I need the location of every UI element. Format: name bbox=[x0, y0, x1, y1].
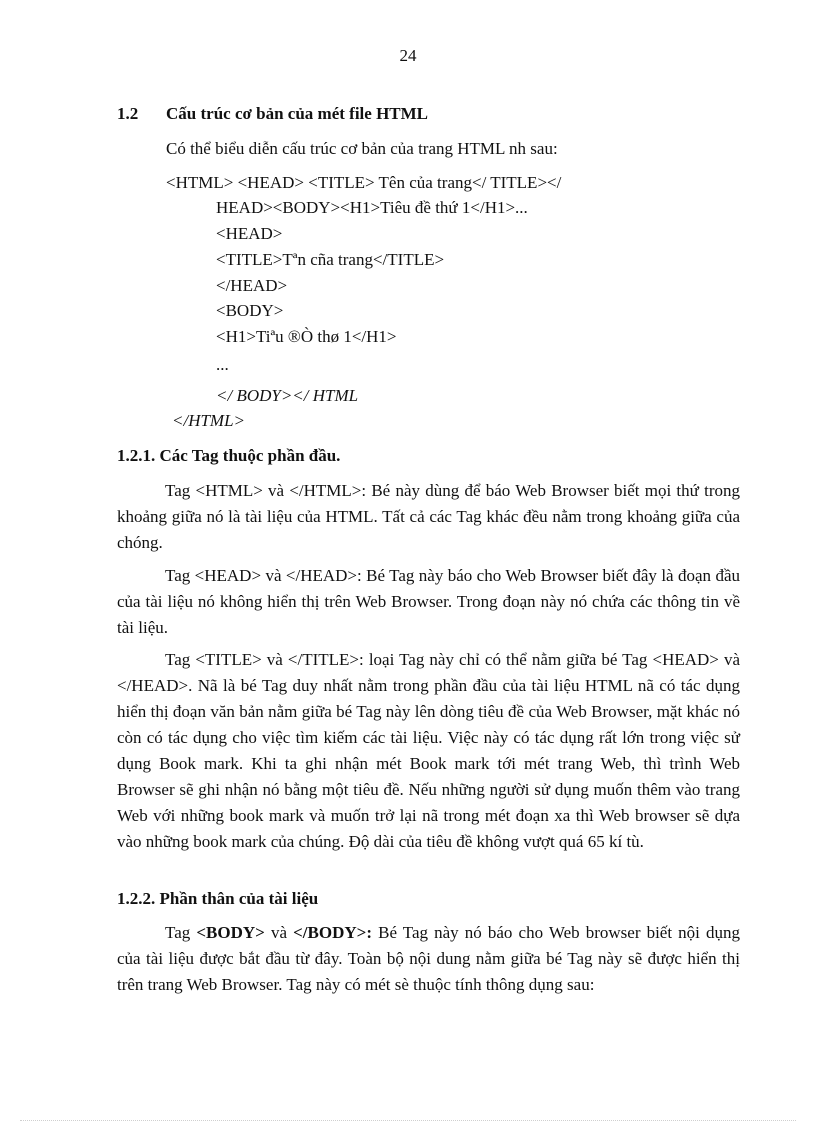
paragraph-text: Tag <HTML> và </HTML>: Bé này dùng để báo Web Browser biết mọi thứ trong khoảng giữa nó là tài liệu của HTML. Tất cả các Tag khác đều nằm trong khoảng giữa của chóng. bbox=[117, 481, 740, 552]
subsection-title: 1.2.2. Phần thân của tài liệu bbox=[117, 889, 319, 908]
paragraph-text: Tag <HEAD> và </HEAD>: Bé Tag này báo cho Web Browser biết đây là đoạn đầu của tài liệu nó không hiển thị trên Web Browser. Trong đoạn này nó chứa các thông tin về tài liệu. bbox=[117, 566, 740, 637]
page-number: 24 bbox=[399, 46, 417, 65]
code-line: HEAD><BODY><H1>Tiêu đề thứ 1</H1>... bbox=[216, 198, 528, 217]
subsection-title: 1.2.1. Các Tag thuộc phần đầu. bbox=[117, 446, 341, 465]
footer-divider bbox=[20, 1120, 796, 1121]
text-run: Bé Tag này nó báo cho Web browser biết nội dụng của tài liệu được bắt đầu từ đây. Toàn bộ nội dung nằm giữa bé Tag này sẽ được hiển thị trên trang Web Browser. Tag này có mét sè thuộc tính thông dụng sau: bbox=[117, 923, 741, 994]
code-line: <HEAD> bbox=[216, 224, 283, 243]
code-line: </HEAD> bbox=[216, 276, 288, 295]
paragraph bbox=[117, 563, 740, 641]
code-line: </HTML> bbox=[172, 411, 246, 430]
paragraph-text: Tag <TITLE> và </TITLE>: loại Tag này chỉ có thể nằm giữa bé Tag <HEAD> và </HEAD>. Nã là bé Tag duy nhất nằm trong phần đầu của tài liệu HTML nã có tác dụng hiển thị đoạn văn bản nằm giữa bé Tag này lên dòng tiêu đề của Web Browser, mặt khác nó còn có tác dụng cho việc tìm kiếm các tài liệu. Việc này có tác dụng rất lớn trong việc sử dụng Book mark. Khi ta ghi nhận mét Book mark tới mét trang Web, thì trình Web Browser sẽ ghi nhận nó bằng một tiêu đề. Nếu những người sử dụng muốn thêm vào trang Web với những book mark và muốn trở lại nã trong mét đoạn xa thì Web browser sẽ dựa vào những book mark của chúng. Độ dài của tiêu đề không vượt quá 65 kí tù. bbox=[117, 650, 740, 851]
code-line: <H1>Tiªu ®Ò thø 1</H1> bbox=[216, 327, 397, 346]
section-title: Cấu trúc cơ bản của mét file HTML bbox=[166, 104, 429, 123]
code-line: <HTML> <HEAD> <TITLE> Tên của trang</ TITLE></ bbox=[166, 173, 562, 192]
section-number: 1.2 bbox=[117, 104, 139, 123]
code-line: </ BODY></ HTML bbox=[216, 386, 359, 405]
tag-body-open: <BODY> bbox=[196, 923, 265, 942]
code-line: <BODY> bbox=[216, 301, 284, 320]
paragraph-text bbox=[117, 920, 740, 998]
paragraph bbox=[117, 478, 740, 556]
code-line: <TITLE>Tªn cña trang</TITLE> bbox=[216, 250, 445, 269]
paragraph bbox=[117, 920, 740, 998]
paragraph bbox=[117, 647, 740, 855]
text-run: Tag bbox=[165, 923, 197, 942]
code-line: ... bbox=[216, 355, 229, 374]
section-intro: Có thể biểu diễn cấu trúc cơ bản của trang HTML nh sau: bbox=[166, 139, 558, 158]
text-run: và bbox=[264, 923, 294, 942]
tag-body-close: </BODY>: bbox=[293, 923, 372, 942]
